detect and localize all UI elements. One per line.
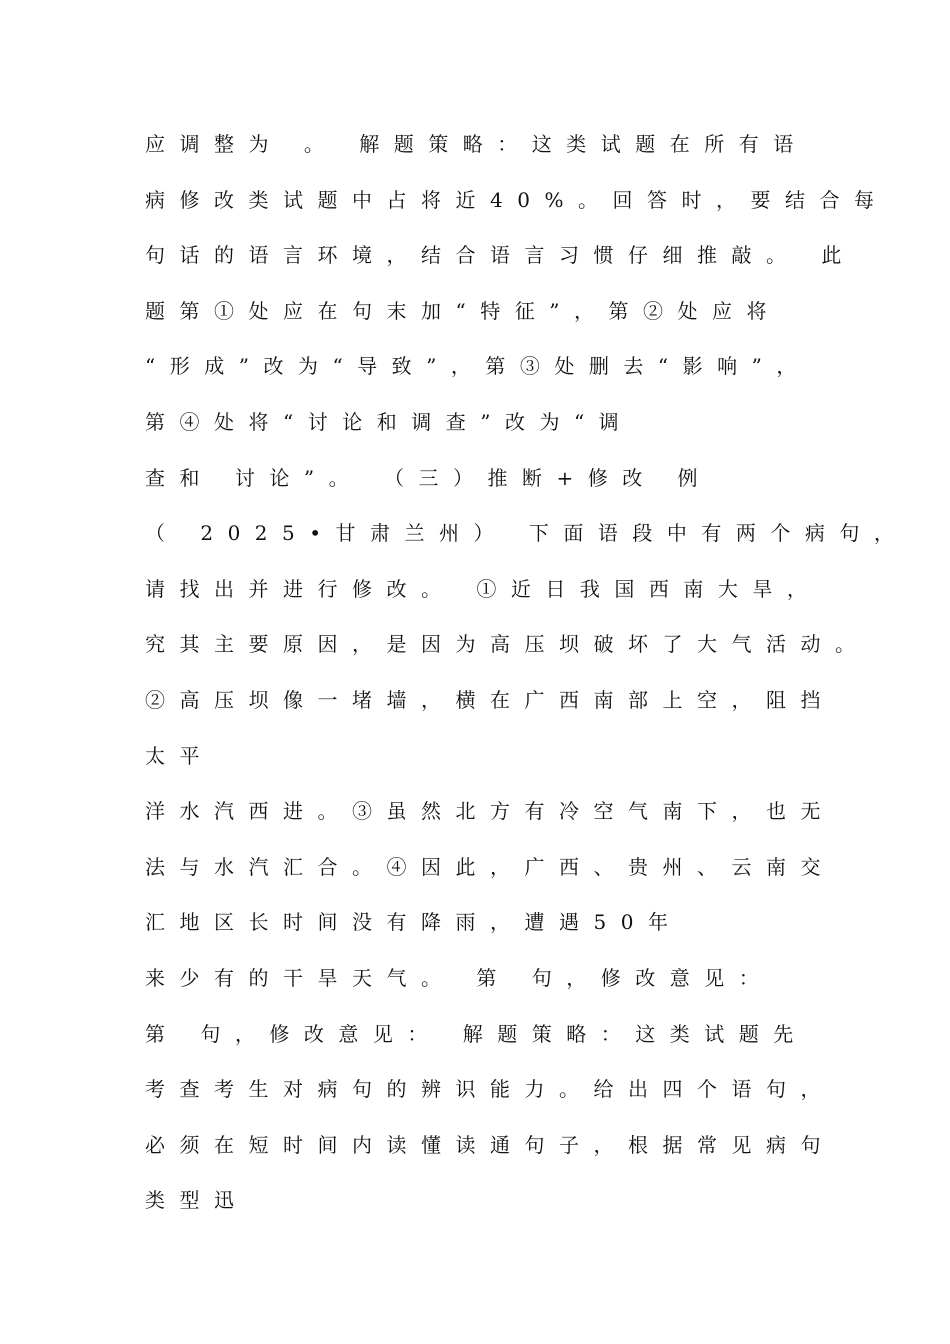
text-line: 太平: [145, 743, 214, 768]
text-line: 应调整为 。 解题策略：这类试题在所有语: [145, 132, 808, 156]
text-line: 必须在短时间内读懂读通句子，根据常见病句: [145, 1132, 835, 1157]
text-line: 法与水汽汇合。④因此，广西、贵州、云南交: [145, 854, 835, 879]
text-line: 考查考生对病句的辨识能力。给出四个语句，: [145, 1077, 835, 1102]
text-line: 第④处将“讨论和调查”改为“调: [145, 409, 634, 434]
document-body: [145, 126, 909, 1238]
text-line: 类型迅: [145, 1188, 249, 1213]
text-line: 请找出并进行修改。 ①近日我国西南大旱，: [145, 576, 822, 601]
text-line: 洋水汽西进。③虽然北方有冷空气南下，也无: [145, 799, 835, 824]
text-line: 第 句，修改意见： 解题策略：这类试题先: [145, 1021, 808, 1046]
text-line: 句话的语言环境，结合语言习惯仔细推敲。 此: [145, 243, 856, 268]
text-line: “形成”改为“导致”，第③处删去“影响”，: [145, 354, 811, 379]
text-line: 来少有的干旱天气。 第 句，修改意见：: [145, 965, 774, 990]
text-line: 病修改类试题中占将近40%。回答时，要结合每: [145, 187, 889, 212]
text-line: 查和 讨论”。 （三）推断+修改 例: [145, 465, 713, 490]
text-line: 汇地区长时间没有降雨，遭遇50年: [145, 910, 683, 935]
text-line: ②高压坝像一堵墙，横在广西南部上空，阻挡: [145, 687, 835, 712]
text-line: 题第①处应在句末加“特征”，第②处应将: [145, 298, 781, 323]
text-line: （ 2025•甘肃兰州） 下面语段中有两个病句，: [145, 521, 909, 546]
text-line: 究其主要原因，是因为高压坝破坏了大气活动。: [145, 632, 870, 657]
